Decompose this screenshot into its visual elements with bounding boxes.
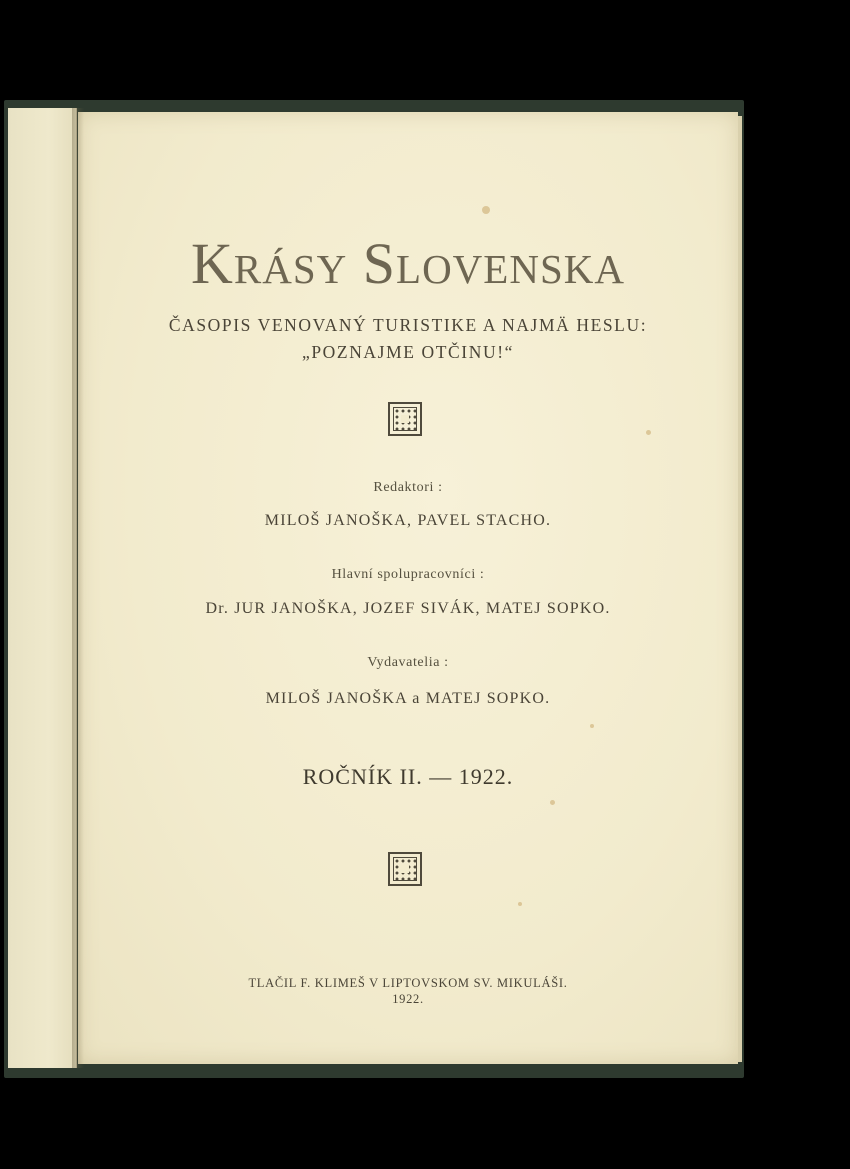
paper-speck [518,902,522,906]
collaborators-names: Dr. JUR JANOŠKA, JOZEF SIVÁK, MATEJ SOPKO. [205,600,611,617]
page-edge [738,116,742,1062]
subtitle-line-2: „POZNAJME OTČINU!“ [301,342,515,362]
subtitle-line-1: ČASOPIS VENOVANÝ TURISTIKE A NAJMÄ HESLU: [168,315,648,335]
paper-speck [590,724,594,728]
editors-names: MILOŠ JANOŠKA, PAVEL STACHO. [264,512,552,529]
publishers-names: MILOŠ JANOŠKA a MATEJ SOPKO. [265,690,551,707]
book-spine [8,108,77,1068]
paper-speck [482,206,490,214]
paper-speck [646,430,651,435]
ornament-top-icon [388,402,422,436]
editors-label: Redaktori : [373,480,443,495]
page-title: Krásy Slovenska [191,231,625,296]
printer-line: TLAČIL F. KLIMEŠ V LIPTOVSKOM SV. MIKULÁŠI. [248,976,568,990]
ornament-bottom-icon [388,852,422,886]
volume-year: ROČNÍK II. — 1922. [302,764,514,789]
gutter-shadow [72,108,84,1068]
collaborators-label: Hlavní spolupracovníci : [331,567,485,582]
paper-speck [550,800,555,805]
title-page [78,112,738,1064]
publishers-label: Vydavatelia : [367,655,449,670]
printer-year: 1922. [392,992,424,1006]
